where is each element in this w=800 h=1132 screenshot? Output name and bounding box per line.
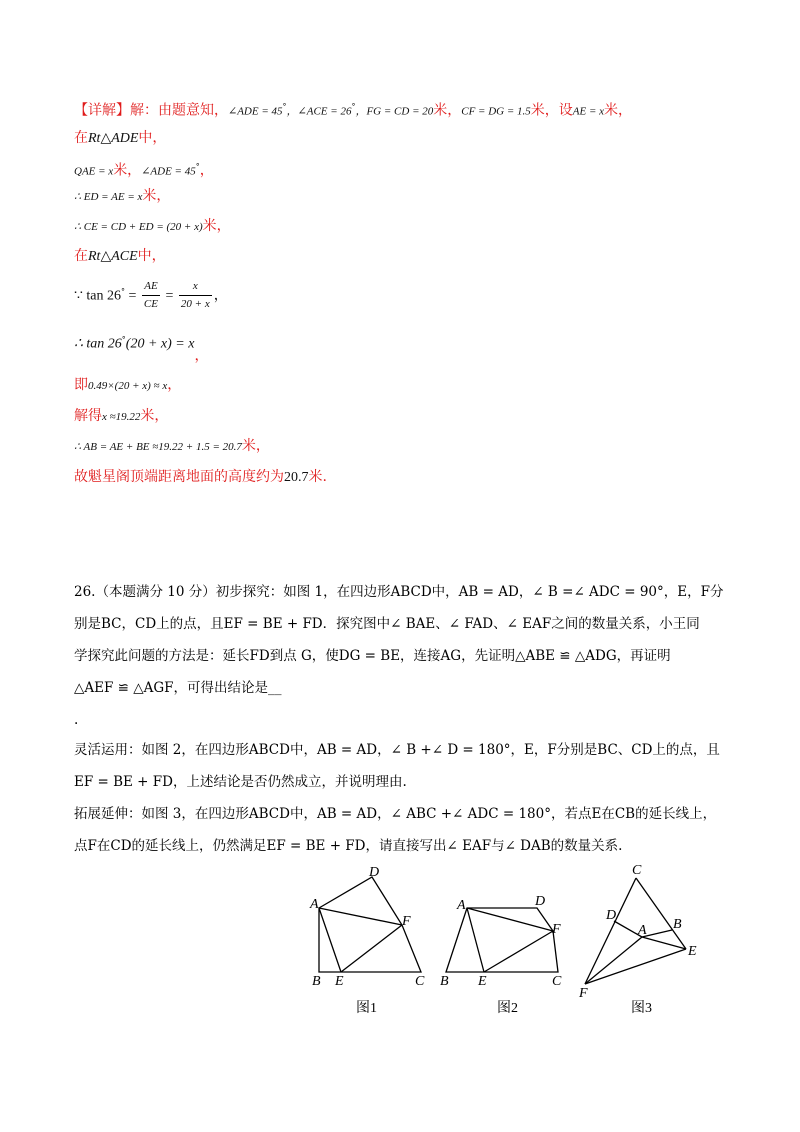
fig1-label-b: B [312,974,321,989]
solution-line-4: ∴ ED = AE = x米， [74,188,171,204]
solution-line-2: 在Rt△ADE中， [74,130,167,146]
problem-line-2: 别是BC，CD上的点，且EF = BE + FD．探究图中∠ BAE、∠ FAD、∠ EAF之间的数量关系，小王同 [74,616,700,632]
fig1-label-c: C [415,974,425,989]
solution-line-1: 【详解】解：由题意知，∠ADE = 45°，∠ACE = 26°，FG = CD = 20米，CF = DG = 1.5米，设AE = x米， [74,102,633,119]
problem-line-8: 拓展延伸：如图 3，在四边形ABCD中，AB = AD，∠ ABC +∠ ADC = 180°，若点E在CB的延长线上， [74,806,717,822]
fig1-caption: 图1 [356,1001,377,1016]
fig3-label-b: B [673,917,682,932]
fig3-label-f: F [579,986,588,1001]
figures-panel [300,860,720,1030]
detail-tag: 【详解】 [74,102,130,119]
problem-line-3: 学探究此问题的方法是：延长FD到点 G，使DG = BE，连接AG，先证明△ABE ≌ △ADG，再证明 [74,648,671,664]
solution-line-7: ∵ tan 26° = $\frac{AE}{CE}$ = $\frac{x}{20 + x}$ ， [74,274,228,315]
fig1-label-f: F [402,914,411,929]
solution-line-6: 在Rt△ACE中， [74,248,166,264]
problem-line-9: 点F在CD的延长线上，仍然满足EF = BE + FD，请直接写出∠ EAF与∠ DAB的数量关系. [74,838,623,854]
solution-line-8: ∴ tan 26°(20 + x) = x， [74,335,209,364]
fig2-label-a: A [457,898,466,913]
problem-line-5: . [74,712,79,728]
solution-line-9: 即0.49×(20 + x) ≈ x， [74,377,182,393]
fig2-label-e: E [478,974,487,989]
figure-2-lines [446,908,558,972]
problem-line-4: △AEF ≌ △AGF，可得出结论是__ [74,680,282,696]
fig1-label-a: A [310,897,319,912]
solution-line-3: QAE = x米，∠ADE = 45°， [74,162,214,179]
fig3-caption: 图3 [631,1001,652,1016]
problem-line-1: 26.（本题满分 10 分）初步探究：如图 1，在四边形ABCD中，AB = AD，∠ B =∠ ADC = 90°，E，F分 [74,584,724,600]
solution-line-11: ∴ AB = AE + BE ≈19.22 + 1.5 = 20.7米， [74,438,270,454]
fig3-label-a: A [638,923,647,938]
solution-line-10: 解得x ≈19.22米， [74,408,169,424]
fig2-label-b: B [440,974,449,989]
fig1-label-e: E [335,974,344,989]
fig2-label-f: F [552,922,561,937]
figure-3-lines [585,878,686,984]
fig3-label-c: C [632,863,642,878]
fraction-ae-ce: $\frac{AE}{CE}$ [143,280,158,311]
fig2-caption: 图2 [497,1001,518,1016]
problem-line-6: 灵活运用：如图 2，在四边形ABCD中，AB = AD，∠ B +∠ D = 180°，E，F分别是BC、CD上的点，且 [74,742,720,758]
solution-line-5: ∴ CE = CD + ED = (20 + x)米， [74,218,231,234]
solution-line-12: 故魁星阁顶端距离地面的高度约为20.7米. [74,469,327,485]
fig3-label-e: E [688,944,697,959]
fig1-label-d: D [369,865,380,880]
problem-line-7: EF = BE + FD，上述结论是否仍然成立，并说明理由. [74,774,407,790]
fig2-label-d: D [535,894,546,909]
fraction-x-20x: $\frac{x}{20 + x}$ [180,280,210,311]
fig3-label-d: D [606,908,617,923]
fig2-label-c: C [552,974,562,989]
